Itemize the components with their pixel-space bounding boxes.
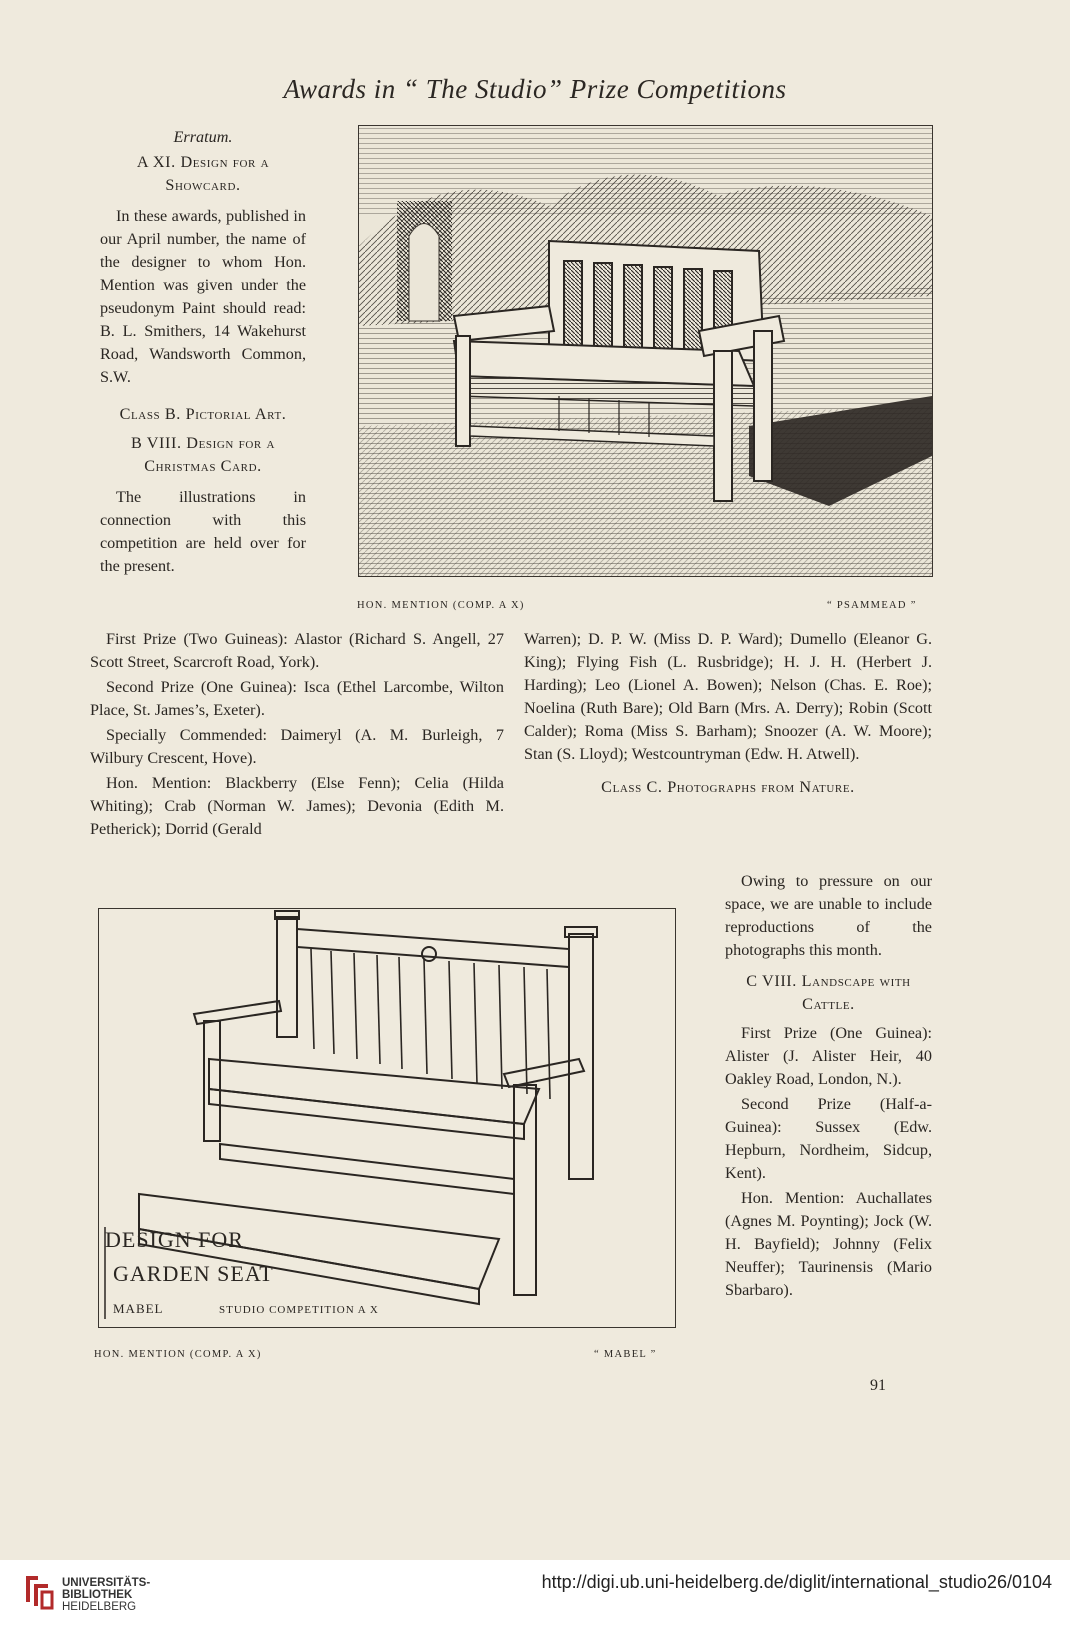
class-c-text: Owing to pressure on our space, we are unable to include reproductions of the photographs this month. [725, 872, 932, 959]
class-b-heading: Class B. Pictorial Art. [119, 405, 287, 423]
c-first-prize: First Prize (One Guinea): Alister (J. Alister Heir, 40 Oakley Road, London, N.). [725, 1024, 932, 1088]
awards-b-column [90, 628, 504, 841]
lettering-competition: STUDIO COMPETITION A X [219, 1304, 379, 1316]
b-second-prize: Second Prize (One Guinea): Isca (Ethel Larcombe, Wilton Place, St. James’s, Exeter). [90, 678, 504, 719]
figure2-caption-left: HON. MENTION (COMP. A X) [94, 1349, 262, 1360]
lettering-author: MABEL [113, 1301, 164, 1316]
library-logo-icon[interactable] [22, 1572, 56, 1610]
class-c-heading: Class C. Photographs from Nature. [601, 778, 855, 796]
c-hon-mention: Hon. Mention: Auchallates (Agnes M. Poynting); Jock (W. H. Bayfield); Johnny (Felix Neuffer); Taurinensis (Mario Sbarbaro). [725, 1189, 932, 1299]
page-header: Awards in “ The Studio” Prize Competitions [283, 74, 787, 104]
left-column [100, 126, 306, 578]
garden-seat-illustration [99, 909, 675, 1327]
class-c-column [725, 870, 932, 1302]
page-number: 91 [870, 1377, 886, 1394]
library-name-line1: UNIVERSITÄTS- [62, 1577, 151, 1589]
figure1-caption-right: “ PSAMMEAD ” [827, 600, 917, 611]
awards-b-continuation [524, 628, 932, 799]
library-name-line2: BIBLIOTHEK [62, 1589, 133, 1601]
c-second-prize: Second Prize (Half-a-Guinea): Sussex (Edw. Hepburn, Nordheim, Sidcup, Kent). [725, 1095, 932, 1182]
figure-bench-engraving [358, 125, 933, 577]
library-name-line3: HEIDELBERG [62, 1601, 137, 1613]
b-hon-mention: Hon. Mention: Blackberry (Else Fenn); Celia (Hilda Whiting); Crab (Norman W. James); Devonia (Edith M. Petherick); Dorrid (Gerald [90, 774, 504, 838]
b8-heading: B VIII. Design for a Christmas Card. [130, 434, 276, 475]
library-name[interactable] [62, 1577, 150, 1613]
source-url-link[interactable]: http://digi.ub.uni-heidelberg.de/diglit/international_studio26/0104 [541, 1572, 1052, 1592]
figure2-caption-right: “ MABEL ” [594, 1349, 657, 1360]
erratum-text: In these awards, published in our April number, the name of the designer to whom Hon. Mention was given under the pseudonym Paint should read: B. L. Smithers, 14 Wakehurst Road, Wandsworth Common, S.W. [100, 207, 306, 386]
figure-garden-seat [98, 908, 676, 1328]
b8-text: The illustrations in connection with this competition are held over for the present. [100, 488, 306, 575]
b-hon-mention-continued: Warren); D. P. W. (Miss D. P. Ward); Dumello (Eleanor G. King); Flying Fish (L. Rusbridge); H. J. H. (Herbert J. Harding); Leo (Lionel A. Bowen); Nelson (Chas. E. Roe); Noelina (Ruth Bare); Old Barn (Mrs. A. Derry); Robin (Scott Calder); Roma (Miss S. Barham); Snoozer (A. W. Moore); Stan (S. Lloyd); Westcountryman (Edw. H. Atwell). [524, 630, 932, 763]
c8-heading: C VIII. Landscape with Cattle. [746, 972, 911, 1013]
b-first-prize: First Prize (Two Guineas): Alastor (Richard S. Angell, 27 Scott Street, Scarcroft Road, York). [90, 630, 504, 671]
lettering-design: DESIGN FOR [105, 1227, 244, 1252]
bench-engraving-illustration [359, 126, 932, 576]
lettering-seat: GARDEN SEAT [113, 1261, 274, 1286]
erratum-heading: A XI. Design for a Showcard. [136, 153, 270, 194]
erratum-label: Erratum. [173, 128, 233, 146]
b-specially-commended: Specially Commended: Daimeryl (A. M. Burleigh, 7 Wilbury Crescent, Hove). [90, 726, 504, 767]
figure1-caption-left: HON. MENTION (COMP. A X) [357, 600, 525, 611]
